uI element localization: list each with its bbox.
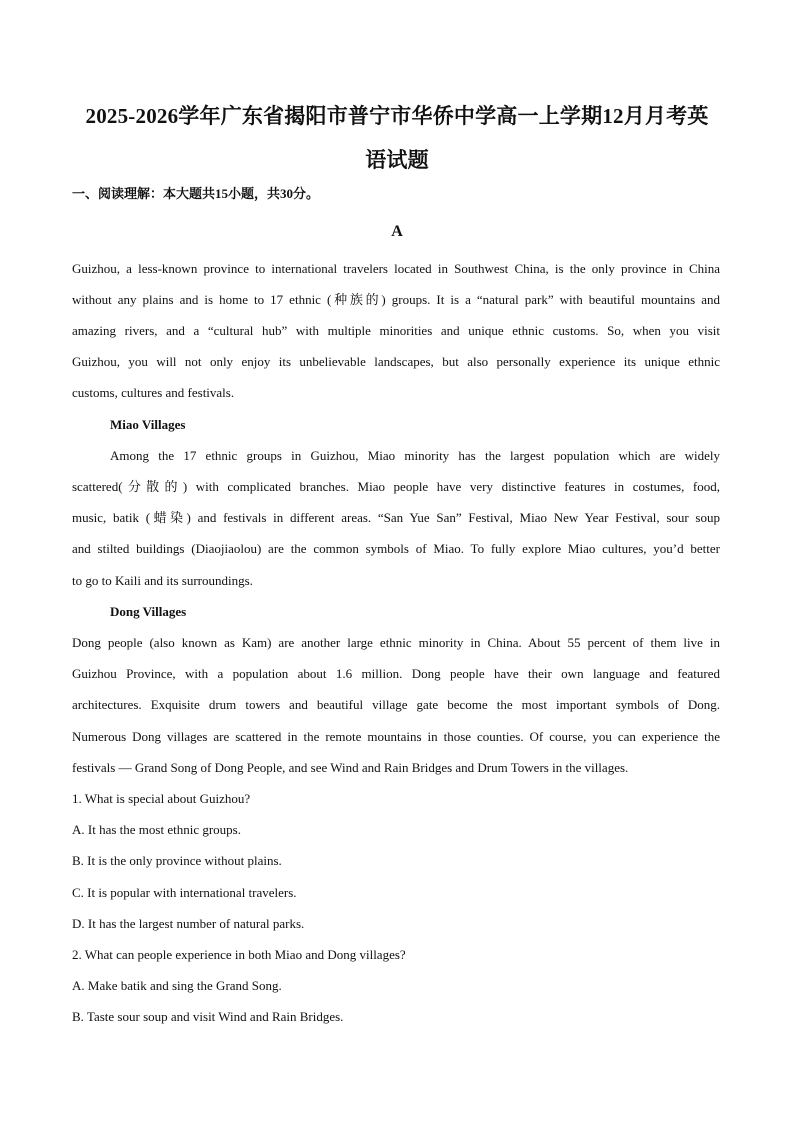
dong-line-3: architectures. Exquisite drum towers and beautiful village gate become the most important symbols of Dong. (72, 697, 720, 712)
passage-label: A (391, 223, 403, 240)
intro-line-3: amazing rivers, and a “cultural hub” with multiple minorities and unique ethnic customs. So, when you visit (72, 323, 720, 338)
question-2-option-b: B. Taste sour soup and visit Wind and Rain Bridges. (72, 1009, 344, 1024)
intro-line-4: Guizhou, you will not only enjoy its unbelievable landscapes, but also personally experience its unique ethnic (72, 354, 720, 369)
exam-title-line-1: 2025-2026学年广东省揭阳市普宁市华侨中学高一上学期12月月考英 (85, 104, 709, 128)
question-2-option-a: A. Make batik and sing the Grand Song. (72, 978, 282, 993)
dong-line-4: Numerous Dong villages are scattered in the remote mountains in those counties. Of course, you can experience the (72, 729, 720, 744)
miao-line-5: to go to Kaili and its surroundings. (72, 573, 253, 588)
question-1-option-c: C. It is popular with international travelers. (72, 885, 297, 900)
question-1-option-b: B. It is the only province without plains. (72, 853, 282, 868)
question-2-stem: 2. What can people experience in both Miao and Dong villages? (72, 947, 406, 962)
miao-line-2: scattered(分散的) with complicated branches. Miao people have very distinctive features in costumes, food, (72, 479, 720, 494)
question-1-option-a: A. It has the most ethnic groups. (72, 822, 241, 837)
miao-line-1: Among the 17 ethnic groups in Guizhou, Miao minority has the largest population which are widely (110, 448, 720, 463)
exam-title-line-2: 语试题 (365, 148, 429, 172)
miao-line-3: music, batik (蜡染) and festivals in different areas. “San Yue San” Festival, Miao New Year Festival, sour soup (72, 510, 720, 525)
intro-line-1: Guizhou, a less-known province to international travelers located in Southwest China, is the only province in China (72, 261, 720, 276)
dong-line-5: festivals — Grand Song of Dong People, and see Wind and Rain Bridges and Drum Towers in the villages. (72, 760, 629, 775)
question-1-stem: 1. What is special about Guizhou? (72, 791, 251, 806)
dong-villages-heading: Dong Villages (110, 604, 187, 619)
miao-line-4: and stilted buildings (Diaojiaolou) are the common symbols of Miao. To fully explore Miao cultures, you’d better (72, 541, 720, 556)
dong-line-2: Guizhou Province, with a population about 1.6 million. Dong people have their own language and featured (72, 666, 720, 681)
question-1-option-d: D. It has the largest number of natural parks. (72, 916, 305, 931)
section-heading: 一、阅读理解：本大题共15小题，共30分。 (72, 186, 320, 201)
miao-villages-heading: Miao Villages (110, 417, 186, 432)
dong-line-1: Dong people (also known as Kam) are another large ethnic minority in China. About 55 percent of them live in (72, 635, 720, 650)
intro-line-5: customs, cultures and festivals. (72, 385, 235, 400)
intro-line-2: without any plains and is home to 17 ethnic (种族的) groups. It is a “natural park” with beautiful mountains and (72, 292, 720, 307)
